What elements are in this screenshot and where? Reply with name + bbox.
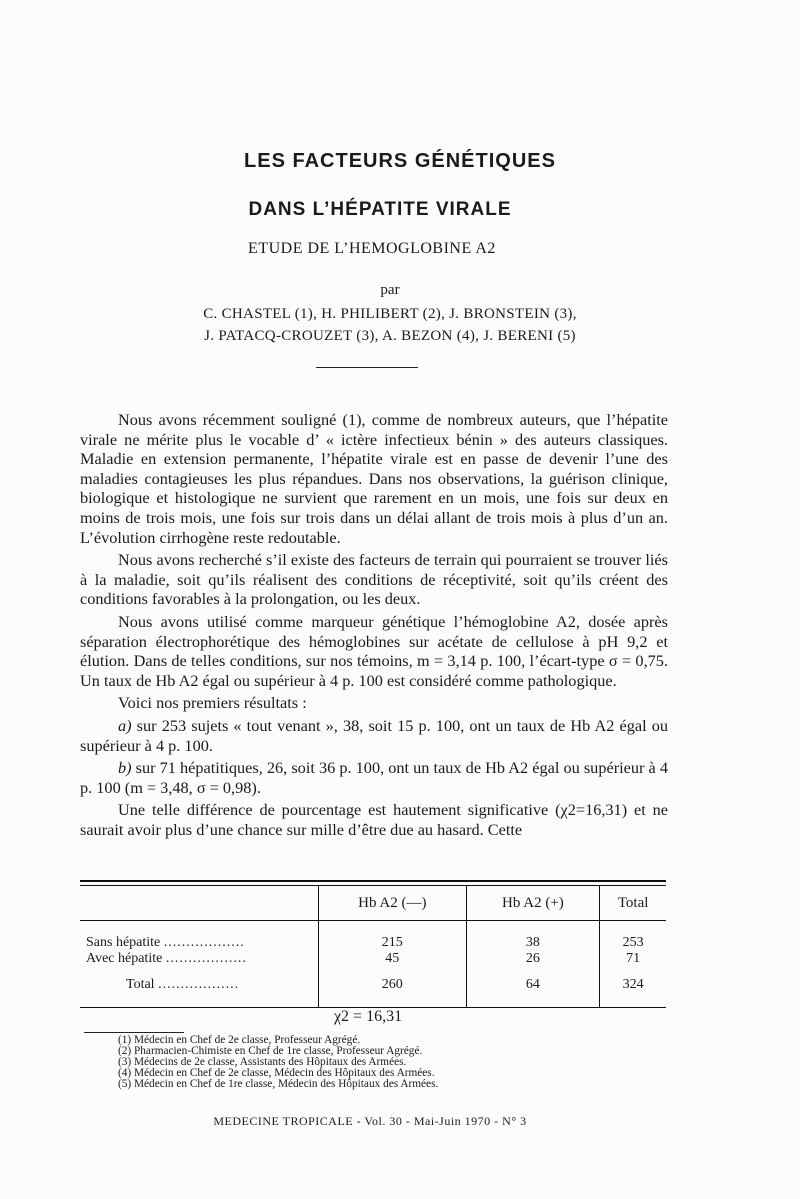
paragraph-5 xyxy=(80,716,668,755)
paragraph-1: Nous avons récemment souligné (1), comme de nombreux auteurs, que l’hépatite virale ne mérite plus le vocable d’ « ictère infectieux bénin » des auteurs classiques. Maladie en extension permanente, l’hépatite virale est en passe de devenir l’une des maladies contagieuses les plus répandues. Dans nos observations, la guérison clinique, biologique et histologique ne survient que rarement en un mois, une fois sur deux en moins de trois mois, une fois sur trois dans un délai allant de trois mois à plus d’un an. L’évolution cirrhogène reste redoutable. xyxy=(80,410,668,547)
article-subtitle: ETUDE DE L’HEMOGLOBINE A2 xyxy=(248,240,496,257)
row-label-sans-hepatite: Sans hépatite xyxy=(86,935,161,950)
article-title-line2: DANS L’HÉPATITE VIRALE xyxy=(248,199,512,220)
article-title-line1: LES FACTEURS GÉNÉTIQUES xyxy=(244,150,556,172)
cell: 45 xyxy=(319,951,467,967)
paragraph-4: Voici nos premiers résultats : xyxy=(118,693,307,713)
paragraph-7: Une telle différence de pourcentage est hautement significative (χ2=16,31) et ne saurait avoir plus d’une chance sur mille d’être due au hasard. Cette xyxy=(80,800,668,839)
footnote: (5) Médecin en Chef de 1re classe, Médecin des Hôpitaux des Armées. xyxy=(118,1078,439,1090)
cell: 38 xyxy=(466,921,600,952)
cell: 324 xyxy=(600,967,666,1007)
footnote: (2) Pharmacien-Chimiste en Chef de 1re classe, Professeur Agrégé. xyxy=(118,1045,423,1057)
table-row: Avec hépatite .................. 45 26 71 xyxy=(80,951,666,967)
table-row: Total .................. 260 64 324 xyxy=(80,967,666,1007)
cell: 260 xyxy=(319,967,467,1007)
journal-footer: MEDECINE TROPICALE - Vol. 30 - Mai-Juin 1970 - N° 3 xyxy=(213,1114,527,1128)
header-total: Total xyxy=(600,886,666,921)
cell: 71 xyxy=(600,951,666,967)
paragraph-6 xyxy=(80,758,668,797)
contingency-table xyxy=(80,886,666,1007)
footnote: (4) Médecin en Chef de 2e classe, Médecin des Hôpitaux des Armées. xyxy=(118,1067,435,1079)
footnote: (1) Médecin en Chef de 2e classe, Professeur Agrégé. xyxy=(118,1034,361,1046)
footnote: (3) Médecins de 2e classe, Assistants des Hôpitaux des Armées. xyxy=(118,1056,407,1068)
header-hba2-pos: Hb A2 (+) xyxy=(466,886,600,921)
row-label-total: Total xyxy=(126,977,155,992)
title-separator xyxy=(316,367,418,368)
footnotes xyxy=(118,1035,638,1090)
authors-line1: C. CHASTEL (1), H. PHILIBERT (2), J. BRONSTEIN (3), xyxy=(203,306,577,322)
cell: 64 xyxy=(466,967,600,1007)
footnote-separator xyxy=(84,1032,184,1033)
row-label-avec-hepatite: Avec hépatite xyxy=(86,951,163,966)
item-label-b: b) xyxy=(118,758,132,778)
item-text-a: sur 253 sujets « tout venant », 38, soit 15 p. 100, ont un taux de Hb A2 égal ou supérieur à 4 p. 100. xyxy=(80,715,668,755)
table-row: Sans hépatite .................. 215 38 253 xyxy=(80,921,666,952)
paragraph-2: Nous avons recherché s’il existe des facteurs de terrain qui pourraient se trouver liés à la maladie, soit qu’ils réalisent des conditions de réceptivité, soit qu’ils créent des conditions favorables à la prolongation, ou les deux. xyxy=(80,550,668,609)
table-header-row xyxy=(80,886,666,921)
header-hba2-neg: Hb A2 (—) xyxy=(319,886,467,921)
cell: 253 xyxy=(600,921,666,952)
chi-square-result: χ2 = 16,31 xyxy=(333,1008,403,1025)
paragraph-3: Nous avons utilisé comme marqueur génétique l’hémoglobine A2, dosée après séparation électrophorétique des hémoglobines sur acétate de cellulose à pH 9,2 et élution. Dans de telles conditions, sur nos témoins, m = 3,14 p. 100, l’écart-type σ = 0,75. Un taux de Hb A2 égal ou supérieur à 4 p. 100 est considéré comme pathologique. xyxy=(80,611,668,690)
item-text-b: sur 71 hépatitiques, 26, soit 36 p. 100, ont un taux de Hb A2 égal ou supérieur à 4 p. 100 (m = 3,48, σ = 0,98). xyxy=(80,758,668,797)
authors-line2: J. PATACQ-CROUZET (3), A. BEZON (4), J. BERENI (5) xyxy=(204,328,576,344)
cell: 215 xyxy=(319,921,467,952)
results-table xyxy=(80,880,666,1008)
cell: 26 xyxy=(466,951,600,967)
item-label-a: a) xyxy=(118,715,132,735)
by-label: par xyxy=(380,282,400,298)
article-body xyxy=(80,410,668,842)
